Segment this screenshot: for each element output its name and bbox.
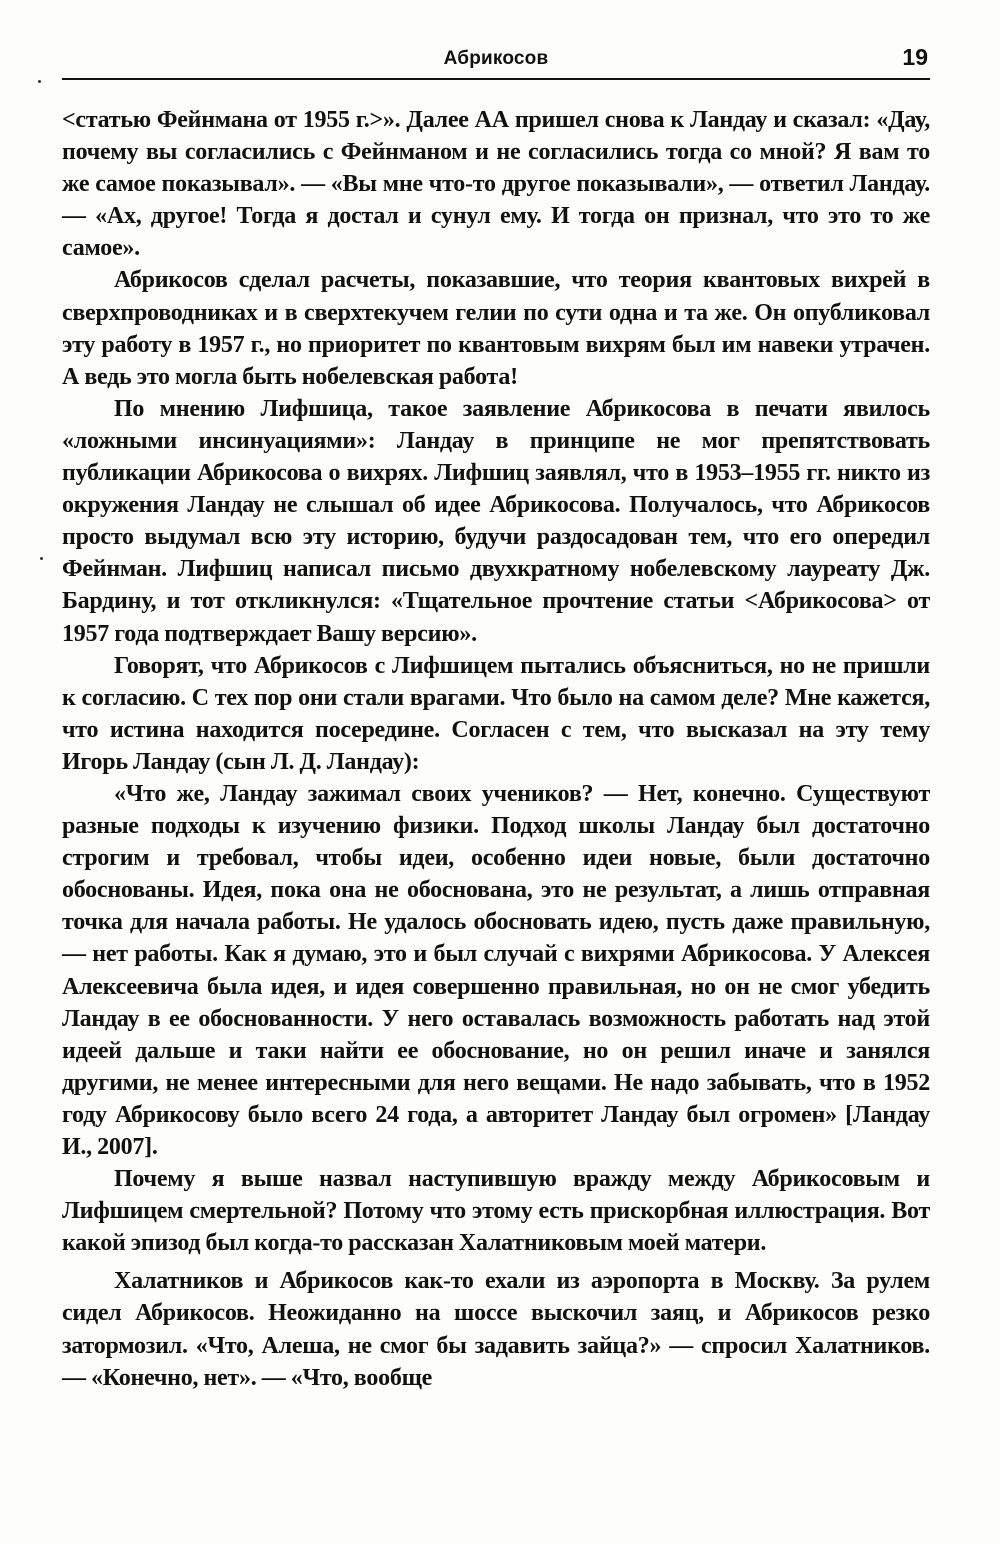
paragraph-1: <статью Фейнмана от 1955 г.>». Далее АА пришел снова к Ландау и сказал: «Дау, почему вы согласились с Фейнманом и не согласились тогда со мной? Я вам то же самое показывал». — «Вы мне что-то другое показывали», — ответил Ландау. — «Ах, другое! Тогда я достал и сунул ему. И тогда он признал, что это то же самое». bbox=[62, 107, 930, 262]
print-speck bbox=[40, 557, 43, 560]
print-speck bbox=[38, 80, 41, 83]
paragraph-4: Говорят, что Абрикосов с Лифшицем пытались объясниться, но не пришли к согласию. С тех пор они стали врагами. Что было на самом деле? Мне кажется, что истина находится посередине. Согласен с тем, что высказал на эту тему Игорь Ландау (сын Л. Д. Ландау): bbox=[62, 652, 930, 775]
paragraph-5-quote: «Что же, Ландау зажимал своих учеников? — Нет, конечно. Существуют разные подходы к изучению физики. Подход школы Ландау был достаточно строгим и требовал, чтобы идеи, особенно идеи новые, были достаточно обоснованы. Идея, пока она не обоснована, это не результат, а лишь отправная точка для начала работы. Не удалось обосновать идею, пусть даже правильную, — нет работы. Как я думаю, это и был случай с вихрями Абрикосова. У Алексея Алексеевича была идея, и идея совершенно правильная, но он не смог убедить Ландау в ее обоснованности. У него оставалась возможность работать над этой идеей дальше и таки найти ее обоснование, но он решил иначе и занялся другими, не менее интересными для него вещами. Не надо забывать, что в 1952 году Абрикосову было всего 24 года, а авторитет Ландау был огромен» [Ландау И., 2007]. bbox=[62, 780, 930, 1160]
running-header bbox=[62, 44, 930, 80]
page-number: 19 bbox=[902, 44, 928, 70]
paragraph-3: По мнению Лифшица, такое заявление Абрикосова в печати явилось «ложными инсинуациями»: Ландау в принципе не мог препятствовать публикации Абрикосова о вихрях. Лифшиц заявлял, что в 1953–1955 гг. никто из окружения Ландау не слышал об идее Абрикосова. Получалось, что Абрикосов просто выдумал всю эту историю, будучи раздосадован тем, что его опередил Фейнман. Лифшиц написал письмо двухкратному нобелевскому лауреату Дж. Бардину, и тот откликнулся: «Тщательное прочтение статьи <Абрикосова> от 1957 года подтверждает Вашу версию». bbox=[62, 395, 930, 647]
body-text bbox=[62, 104, 930, 1394]
paragraph-2: Абрикосов сделал расчеты, показавшие, что теория квантовых вихрей в сверхпроводниках и в сверхтекучем гелии по сути одна и та же. Он опубликовал эту работу в 1957 г., но приоритет по квантовым вихрям был им навеки утрачен. А ведь это могла быть нобелевская работа! bbox=[62, 267, 930, 390]
paragraph-7: Халатников и Абрикосов как-то ехали из аэропорта в Москву. За рулем сидел Абрикосов. Неожиданно на шоссе выскочил заяц, и Абрикосов резко затормозил. «Что, Алеша, не смог бы задавить зайца?» — спросил Халатников. — «Конечно, нет». — «Что, вообще bbox=[62, 1268, 930, 1391]
paragraph-6: Почему я выше назвал наступившую вражду между Абрикосовым и Лифшицем смертельной? Потому что этому есть прискорбная иллюстрация. Вот какой эпизод был когда-то рассказан Халатниковым моей матери. bbox=[62, 1166, 930, 1257]
running-title: Абрикосов bbox=[443, 48, 549, 69]
